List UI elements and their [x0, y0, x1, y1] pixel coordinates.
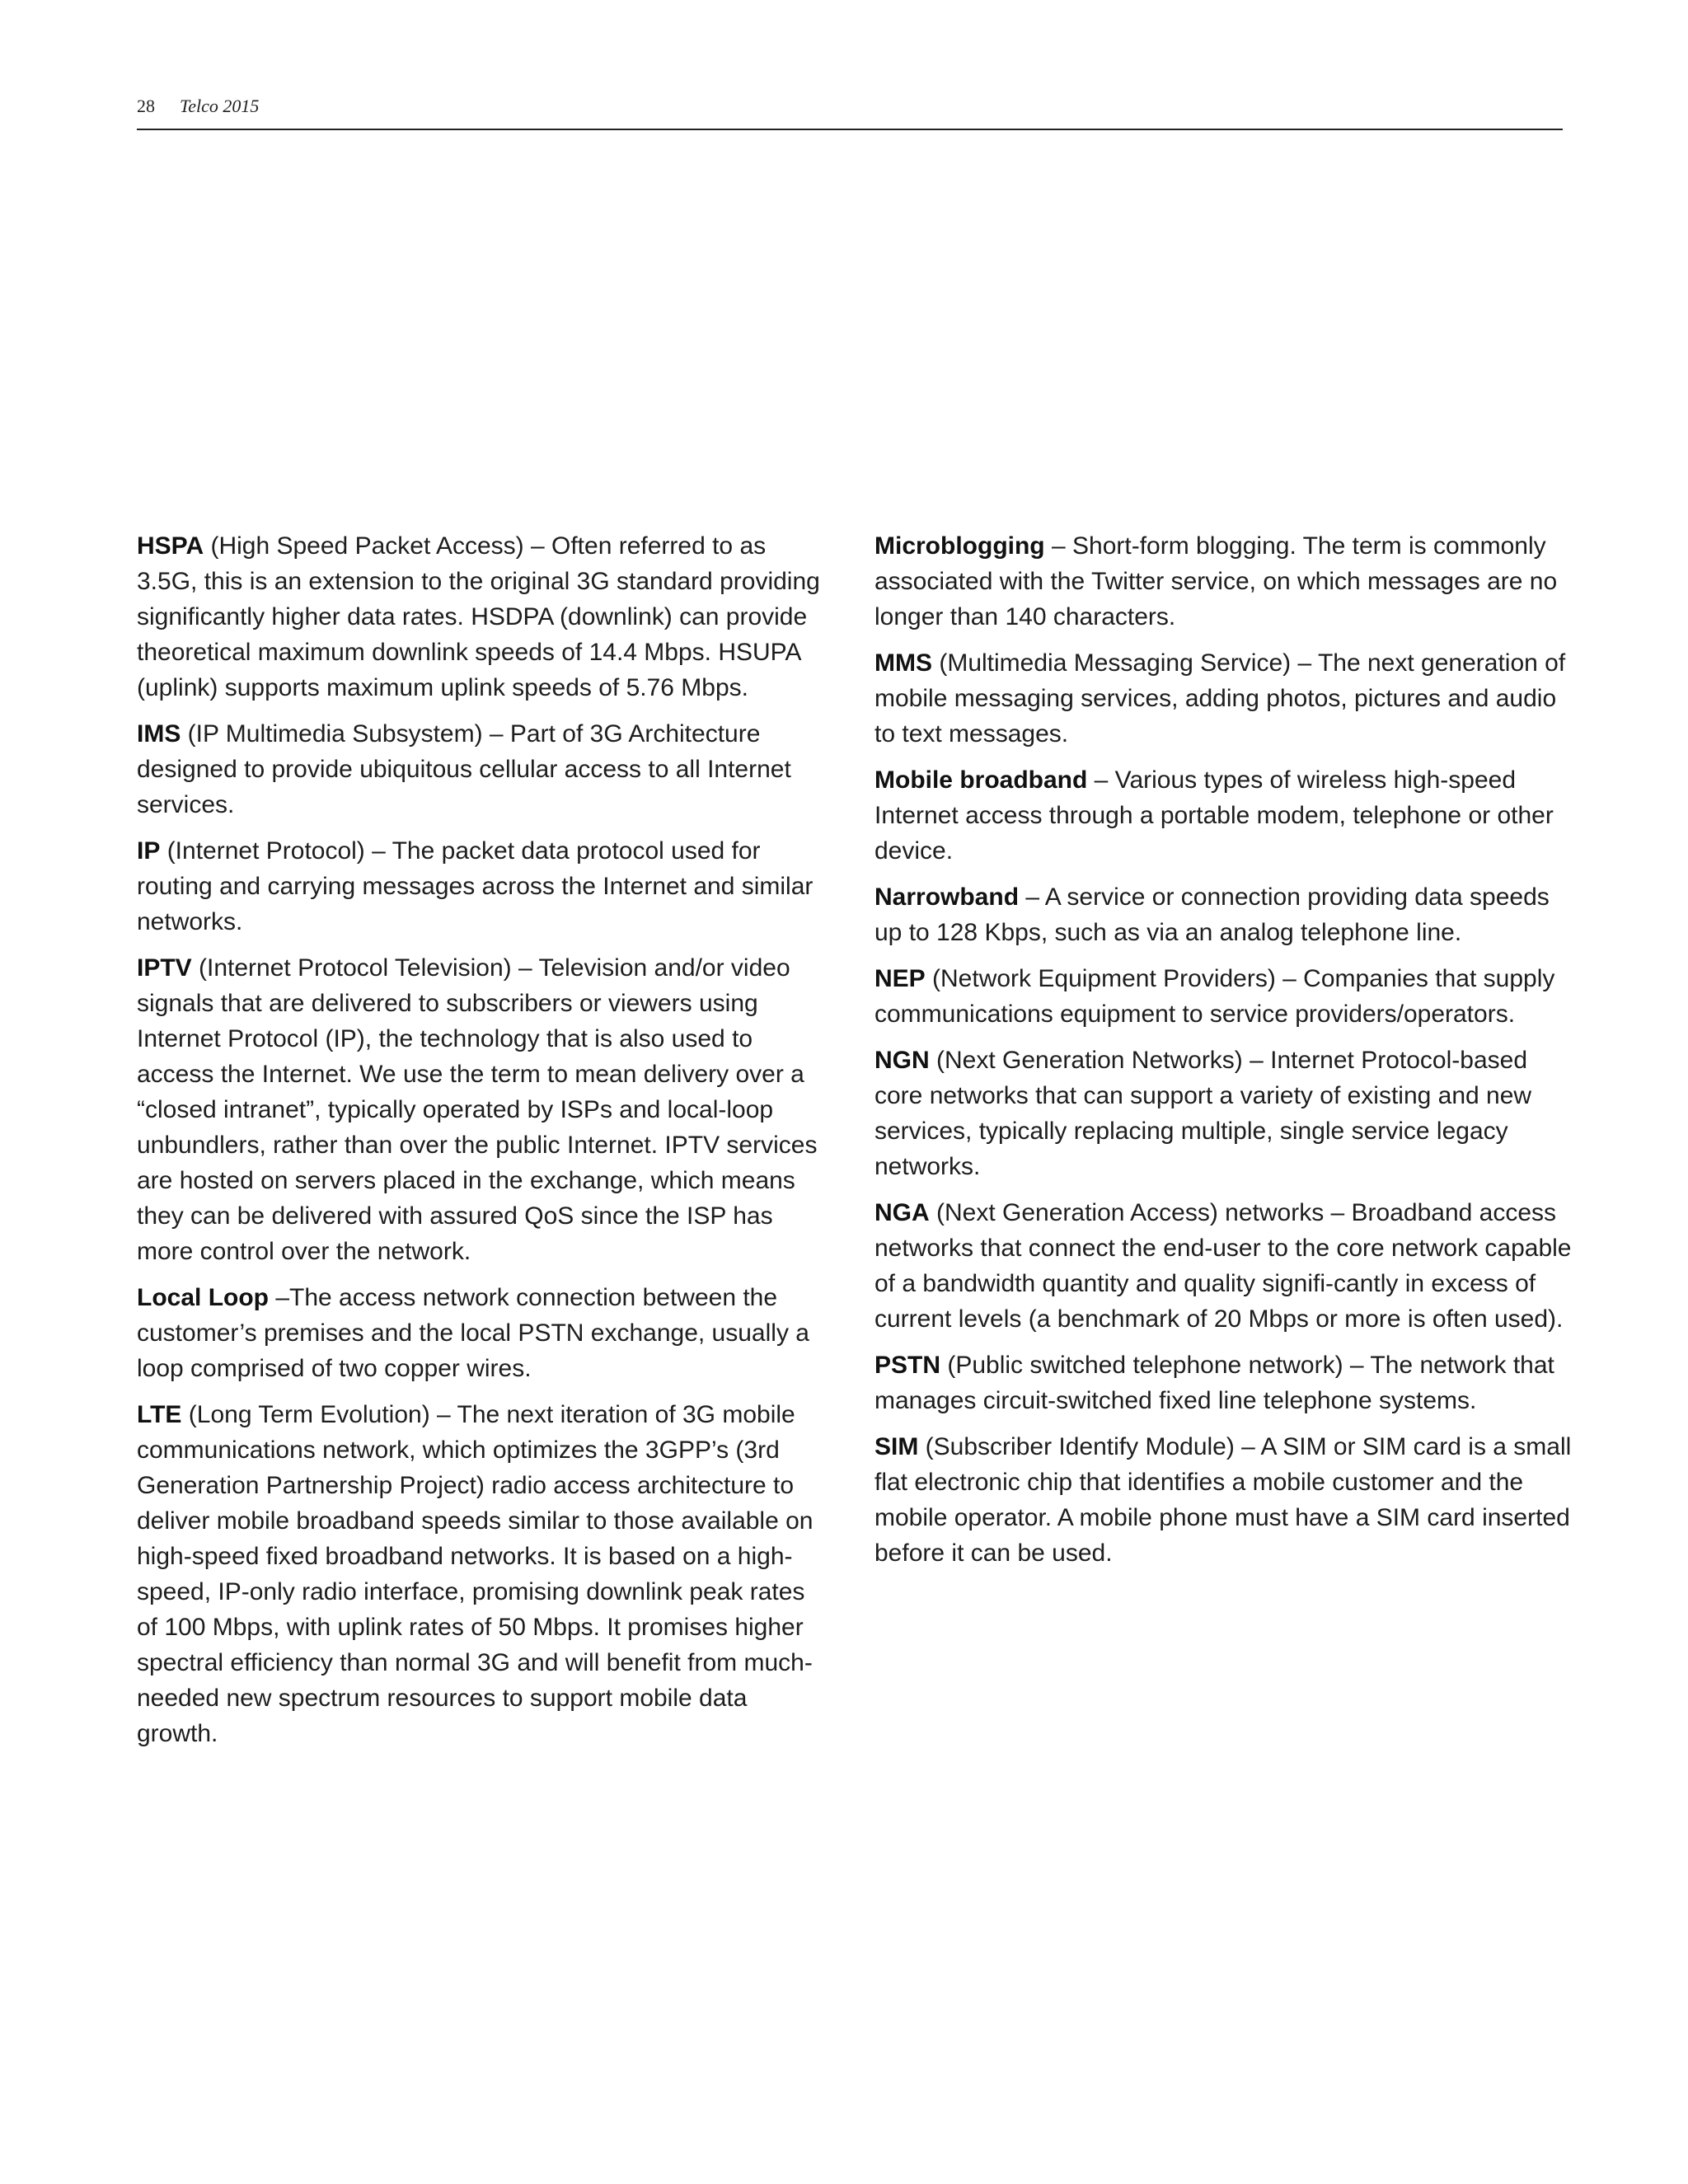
- glossary-definition: (Internet Protocol Television) – Television and/or video signals that are delivered to subscribers or viewers using Internet Protocol (IP), the technology that is also used to access the Internet. We use the term to mean delivery over a “closed intranet”, typically operated by ISPs and local-loop unbundlers, rather than over the public Internet. IPTV services are hosted on servers placed in the exchange, which means they can be delivered with assured QoS since the ISP has more control over the network.: [137, 954, 818, 1265]
- glossary-definition: (Internet Protocol) – The packet data protocol used for routing and carrying messages across the Internet and similar networks.: [137, 837, 814, 935]
- glossary-definition: – A service or connection providing data speeds up to 128 Kbps, such as via an analog telephone line.: [874, 883, 1550, 946]
- glossary-term: SIM: [874, 1433, 919, 1460]
- glossary-term: IP: [137, 837, 161, 865]
- glossary-entry-hspa: [137, 528, 829, 705]
- glossary-entry-nga: [874, 1195, 1575, 1337]
- glossary-term: Mobile broadband: [874, 766, 1088, 794]
- glossary-entry-mobile-broadband: [874, 762, 1575, 869]
- glossary-definition: (Public switched telephone network) – The network that manages circuit-switched fixed line telephone systems.: [874, 1352, 1554, 1414]
- glossary-definition: (Next Generation Access) networks – Broadband access networks that connect the end-user to the core network capable of a bandwidth quantity and quality signifi-cantly in excess of current levels (a benchmark of 20 Mbps or more is often used).: [874, 1199, 1572, 1333]
- glossary-definition: (Network Equipment Providers) – Companies that supply communications equipment to service providers/operators.: [874, 965, 1555, 1028]
- glossary-definition: (High Speed Packet Access) – Often referred to as 3.5G, this is an extension to the original 3G standard providing significantly higher data rates. HSDPA (downlink) can provide theoretical maximum downlink speeds of 14.4 Mbps. HSUPA (uplink) supports maximum uplink speeds of 5.76 Mbps.: [137, 532, 820, 701]
- glossary-entry-ims: [137, 716, 829, 823]
- glossary-entry-ngn: [874, 1043, 1575, 1184]
- glossary-term: NEP: [874, 965, 926, 992]
- glossary-entry-nep: [874, 961, 1575, 1032]
- glossary-entry-iptv: [137, 950, 829, 1269]
- glossary-entry-local-loop: [137, 1280, 829, 1386]
- glossary-term: Local Loop: [137, 1284, 269, 1311]
- glossary-definition: (IP Multimedia Subsystem) – Part of 3G Architecture designed to provide ubiquitous cellular access to all Internet services.: [137, 720, 791, 818]
- glossary-entry-mms: [874, 645, 1575, 752]
- glossary-term: IPTV: [137, 954, 192, 982]
- glossary-term: NGA: [874, 1199, 930, 1226]
- publication-title: Telco 2015: [180, 96, 260, 116]
- page-number: 28: [137, 96, 155, 116]
- glossary-term: Narrowband: [874, 883, 1020, 911]
- glossary-definition: (Multimedia Messaging Service) – The next generation of mobile messaging services, adding photos, pictures and audio to text messages.: [874, 649, 1566, 748]
- glossary-term: NGN: [874, 1047, 930, 1074]
- glossary-term: LTE: [137, 1401, 182, 1428]
- glossary-entry-pstn: [874, 1347, 1575, 1418]
- glossary-term: MMS: [874, 649, 932, 677]
- glossary-definition: – Various types of wireless high-speed Internet access through a portable modem, telephone or other device.: [874, 766, 1554, 865]
- running-header: [137, 91, 1563, 130]
- glossary-entry-microblogging: [874, 528, 1575, 635]
- glossary-definition: (Next Generation Networks) – Internet Protocol-based core networks that can support a variety of existing and new services, typically replacing multiple, single service legacy networks.: [874, 1047, 1532, 1180]
- glossary-term: PSTN: [874, 1352, 941, 1379]
- glossary-entry-sim: [874, 1429, 1575, 1571]
- glossary-term: Microblogging: [874, 532, 1045, 560]
- glossary-column-left: [137, 528, 829, 1762]
- glossary-entry-narrowband: [874, 879, 1575, 950]
- glossary-entry-ip: [137, 833, 829, 940]
- glossary-definition: –The access network connection between the customer’s premises and the local PSTN exchange, usually a loop comprised of two copper wires.: [137, 1284, 809, 1382]
- glossary-column-right: [874, 528, 1575, 1582]
- glossary-term: HSPA: [137, 532, 204, 560]
- glossary-term: IMS: [137, 720, 181, 748]
- glossary-definition: (Long Term Evolution) – The next iteration of 3G mobile communications network, which optimizes the 3GPP’s (3rd Generation Partnership Project) radio access architecture to deliver mobile broadband speeds similar to those available on high-speed fixed broadband networks. It is based on a high-speed, IP-only radio interface, promising downlink peak rates of 100 Mbps, with uplink rates of 50 Mbps. It promises higher spectral efficiency than normal 3G and will benefit from much-needed new spectrum resources to support mobile data growth.: [137, 1401, 814, 1747]
- glossary-entry-lte: [137, 1397, 829, 1751]
- glossary-definition: – Short-form blogging. The term is commonly associated with the Twitter service, on which messages are no longer than 140 characters.: [874, 532, 1558, 630]
- glossary-definition: (Subscriber Identify Module) – A SIM or SIM card is a small flat electronic chip that identifies a mobile customer and the mobile operator. A mobile phone must have a SIM card inserted before it can be used.: [874, 1433, 1572, 1567]
